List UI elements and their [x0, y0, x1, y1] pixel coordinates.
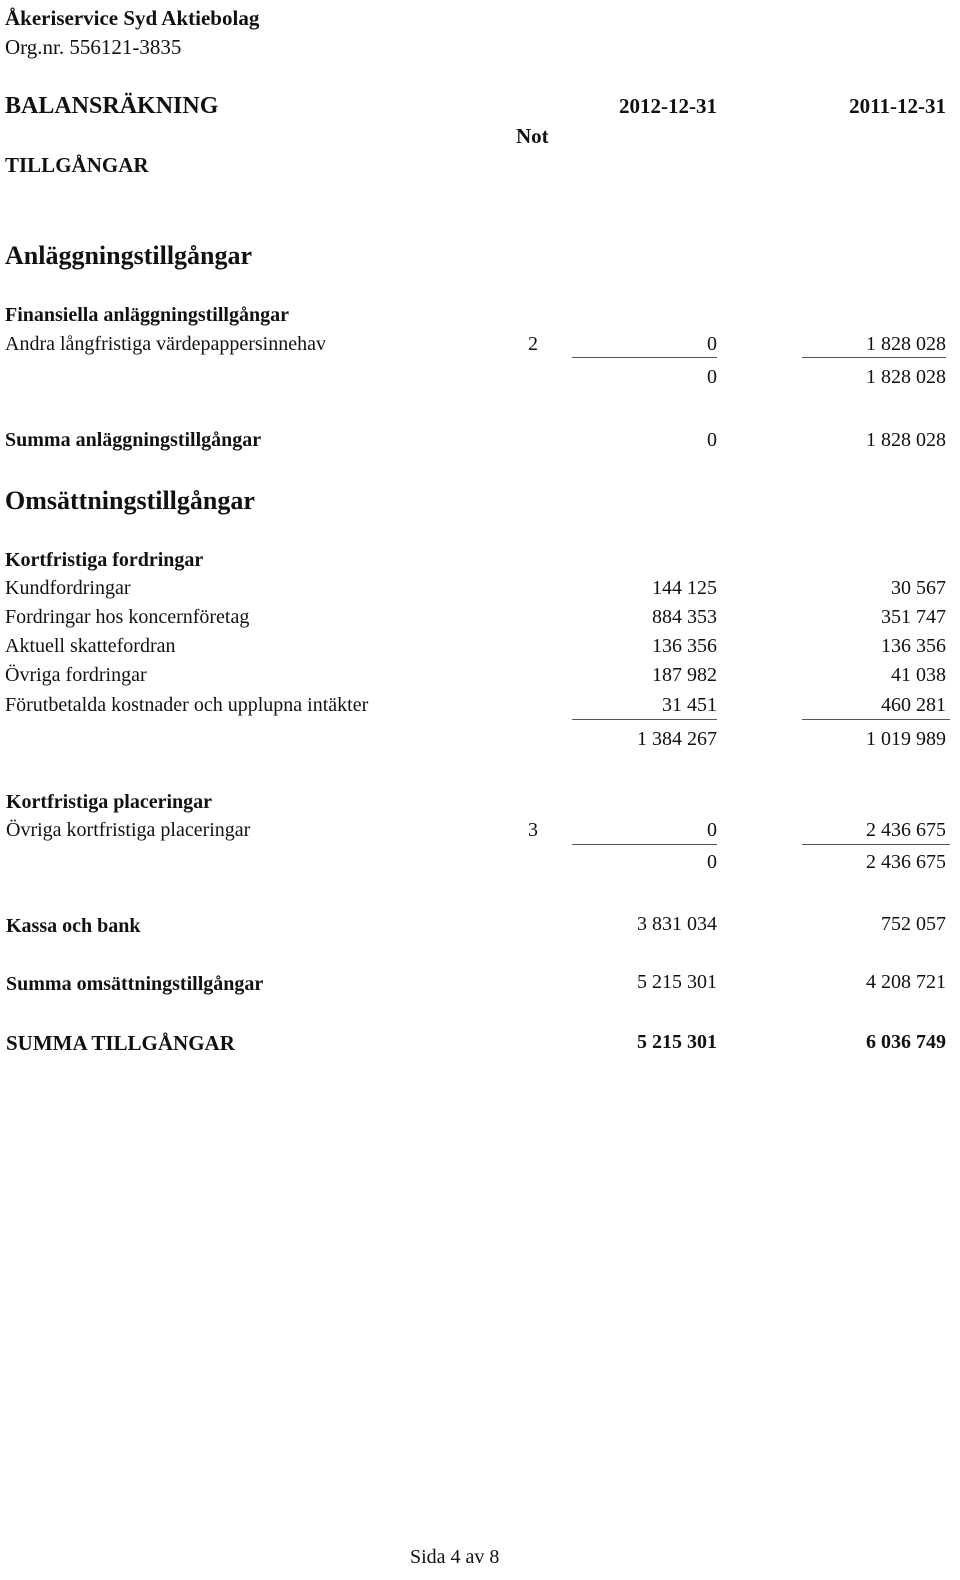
- total-label-fixed-assets: Summa anläggningstillgångar: [5, 429, 262, 451]
- receivable-label-tax: Aktuell skattefordran: [5, 635, 176, 657]
- receivable-2012-group: 884 353: [652, 606, 717, 628]
- subtotal-2011-financial: 1 828 028: [866, 366, 946, 388]
- receivable-2011-prepaid: 460 281: [881, 694, 946, 716]
- financial-fixed-assets-heading: Finansiella anläggningstillgångar: [5, 304, 289, 326]
- row-label-investments: Övriga kortfristiga placeringar: [6, 819, 251, 841]
- column-header-not: Not: [516, 124, 549, 148]
- subtotal-rule-2012: [572, 844, 717, 845]
- row-value-2011-investments: 2 436 675: [866, 819, 946, 841]
- cash-label: Kassa och bank: [6, 915, 141, 937]
- subtotal-rule-2012: [572, 719, 717, 720]
- receivable-2011-group: 351 747: [881, 606, 946, 628]
- subtotal-rule-2012: [572, 357, 717, 358]
- row-value-2012-securities: 0: [707, 333, 717, 355]
- subtotal-2012-receivables: 1 384 267: [637, 728, 717, 750]
- page-number: Sida 4 av 8: [410, 1546, 500, 1568]
- receivable-label-customer: Kundfordringar: [5, 577, 131, 599]
- total-2011-fixed-assets: 1 828 028: [866, 429, 946, 451]
- row-note-investments: 3: [528, 819, 538, 841]
- subtotal-2011-investments: 2 436 675: [866, 851, 946, 873]
- grand-total-2012: 5 215 301: [637, 1031, 717, 1053]
- receivable-2012-customer: 144 125: [652, 577, 717, 599]
- row-value-2012-investments: 0: [707, 819, 717, 841]
- fixed-assets-heading: Anläggningstillgångar: [5, 241, 253, 270]
- receivable-label-prepaid: Förutbetalda kostnader och upplupna intäkter: [5, 694, 369, 716]
- column-header-2012: 2012-12-31: [619, 94, 717, 118]
- receivable-2012-other: 187 982: [652, 664, 717, 686]
- cash-2012: 3 831 034: [637, 913, 717, 935]
- receivable-label-group: Fordringar hos koncernföretag: [5, 606, 250, 628]
- total-2012-current-assets: 5 215 301: [637, 971, 717, 993]
- page-title: BALANSRÄKNING: [5, 93, 219, 119]
- receivable-2012-prepaid: 31 451: [662, 694, 717, 716]
- receivables-heading: Kortfristiga fordringar: [5, 549, 204, 571]
- subtotal-2011-receivables: 1 019 989: [866, 728, 946, 750]
- section-heading-assets: TILLGÅNGAR: [5, 153, 149, 177]
- subtotal-rule-2011: [802, 844, 950, 845]
- row-note-securities: 2: [528, 333, 538, 355]
- subtotal-rule-2011: [802, 357, 946, 358]
- column-header-2011: 2011-12-31: [849, 94, 946, 118]
- receivable-2012-tax: 136 356: [652, 635, 717, 657]
- subtotal-2012-investments: 0: [707, 851, 717, 873]
- grand-total-label: SUMMA TILLGÅNGAR: [6, 1031, 235, 1055]
- total-label-current-assets: Summa omsättningstillgångar: [6, 973, 264, 995]
- total-2012-fixed-assets: 0: [707, 429, 717, 451]
- receivable-2011-tax: 136 356: [881, 635, 946, 657]
- subtotal-rule-2011: [802, 719, 950, 720]
- row-value-2011-securities: 1 828 028: [866, 333, 946, 355]
- receivable-2011-customer: 30 567: [891, 577, 946, 599]
- receivable-2011-other: 41 038: [891, 664, 946, 686]
- company-name: Åkeriservice Syd Aktiebolag: [5, 6, 260, 30]
- current-assets-heading: Omsättningstillgångar: [5, 486, 255, 515]
- row-label-securities: Andra långfristiga värdepappersinnehav: [5, 333, 326, 355]
- total-2011-current-assets: 4 208 721: [866, 971, 946, 993]
- grand-total-2011: 6 036 749: [866, 1031, 946, 1053]
- subtotal-2012-financial: 0: [707, 366, 717, 388]
- investments-heading: Kortfristiga placeringar: [6, 791, 213, 813]
- org-number: Org.nr. 556121-3835: [5, 35, 182, 59]
- receivable-label-other: Övriga fordringar: [5, 664, 147, 686]
- cash-2011: 752 057: [881, 913, 946, 935]
